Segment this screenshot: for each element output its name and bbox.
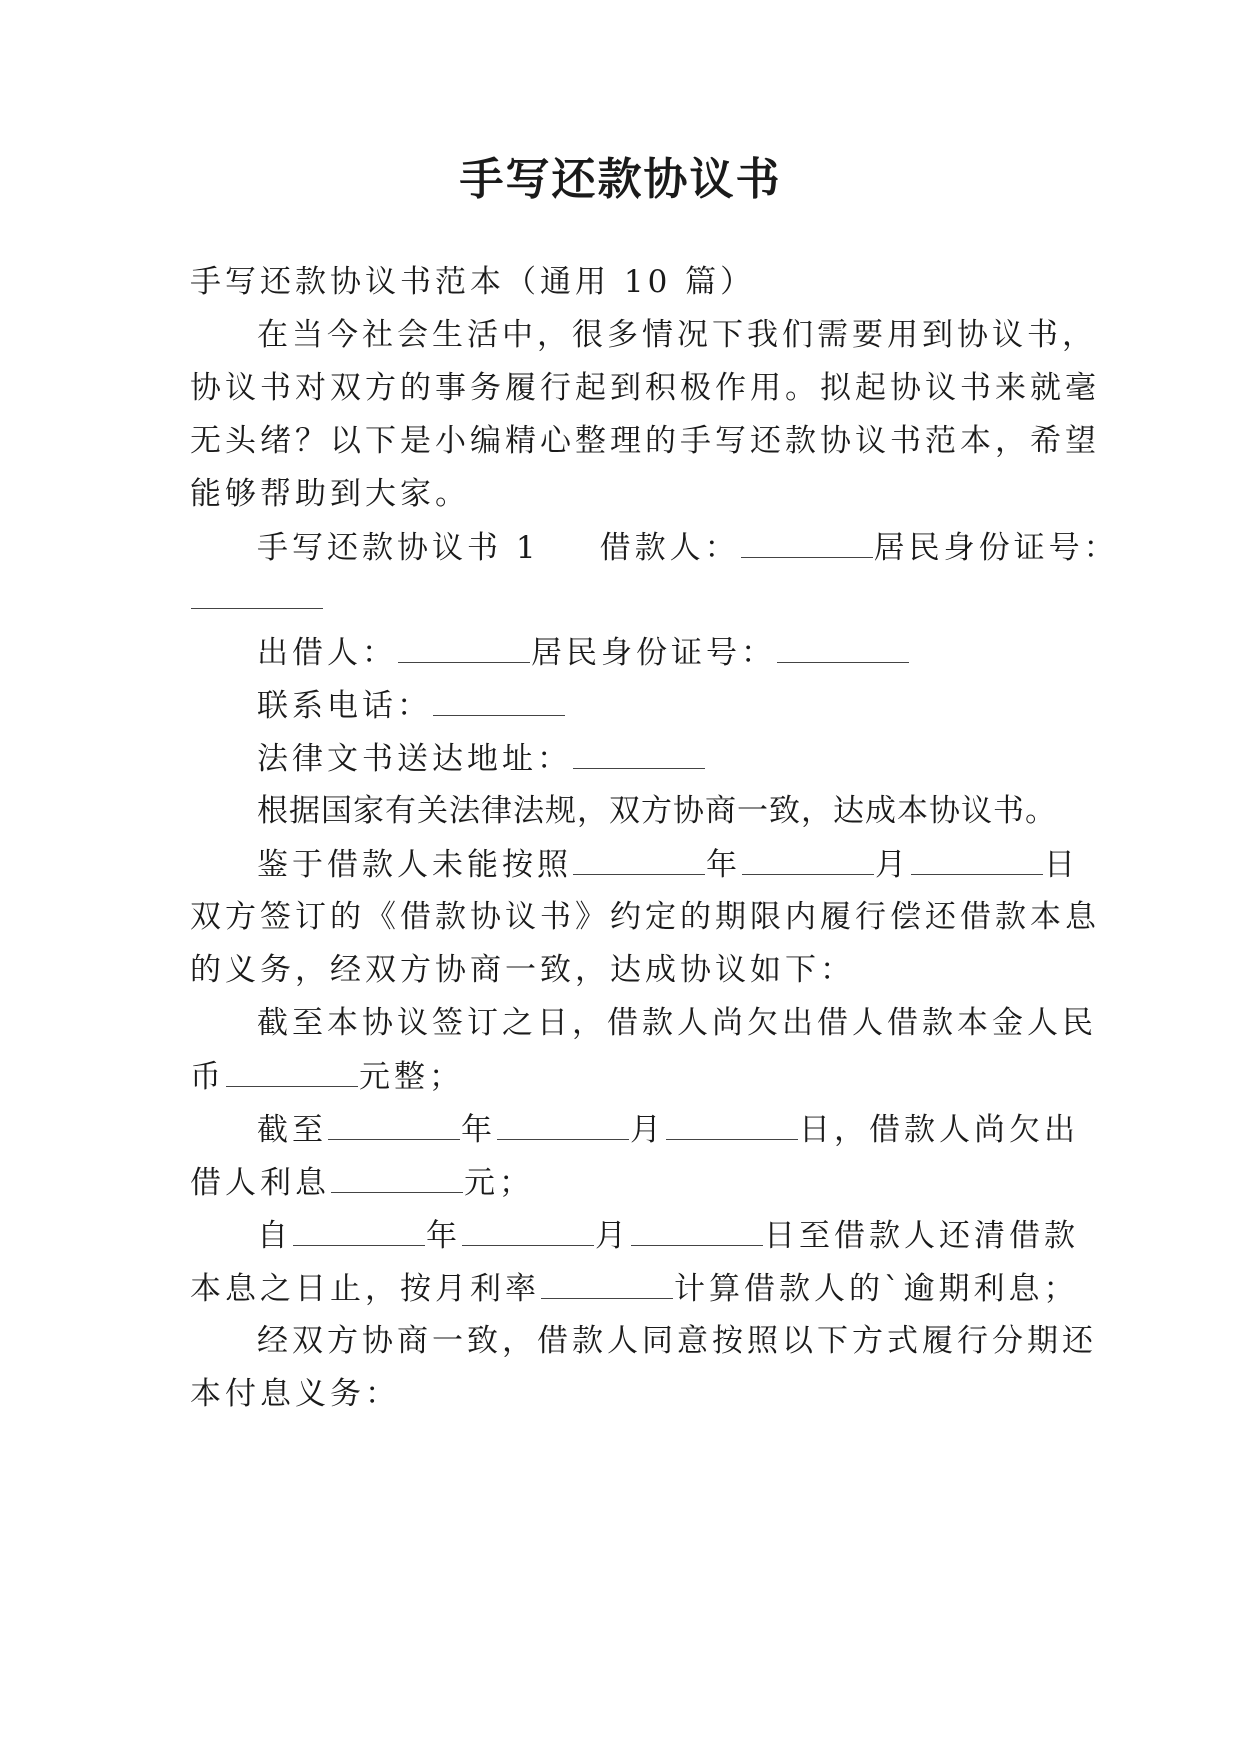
whereas-line-2: 双方签订的《借款协议书》约定的期限内履行偿还借款本息 xyxy=(190,899,1100,935)
whereas-year-blank xyxy=(573,844,705,875)
clause3-year: 年 xyxy=(426,1218,461,1254)
intro-line-1: 在当今社会生活中，很多情况下我们需要用到协议书， xyxy=(257,317,1097,353)
section1-heading: 手写还款协议书 1 xyxy=(257,530,540,566)
borrower-label: 借款人： xyxy=(599,530,740,566)
whereas-prefix: 鉴于借款人未能按照 xyxy=(257,847,572,883)
whereas-line-3: 的义务，经双方协商一致，达成协议如下： xyxy=(190,952,855,988)
clause3-day-blank xyxy=(631,1215,763,1246)
phone-label: 联系电话： xyxy=(257,688,432,724)
clause3-prefix: 自 xyxy=(257,1218,292,1254)
clause3-rate-blank xyxy=(541,1268,673,1299)
lender-blank xyxy=(398,632,530,663)
clause3-l2-prefix: 本息之日止，按月利率 xyxy=(190,1271,540,1307)
whereas-day-blank xyxy=(911,844,1043,875)
phone-line xyxy=(257,685,566,726)
basis-line: 根据国家有关法律法规，双方协商一致，达成本协议书。 xyxy=(257,793,1057,829)
intro-line-3: 无头绪？以下是小编精心整理的手写还款协议书范本，希望 xyxy=(190,423,1100,459)
address-blank xyxy=(573,738,705,769)
clause2-l2-prefix: 借人利息 xyxy=(190,1165,330,1201)
borrower-id-line xyxy=(190,578,324,619)
clause2-month-blank xyxy=(497,1109,629,1140)
clause2-day-suffix: 日，借款人尚欠出 xyxy=(799,1112,1079,1148)
whereas-year: 年 xyxy=(706,847,741,883)
clause2-line-1 xyxy=(257,1109,1079,1150)
address-label: 法律文书送达地址： xyxy=(257,741,572,777)
clause3-day-suffix: 日至借款人还清借款 xyxy=(764,1218,1079,1254)
intro-line-2: 协议书对双方的事务履行起到积极作用。拟起协议书来就毫 xyxy=(190,370,1100,406)
clause1-amount-blank xyxy=(226,1056,358,1087)
section1-line xyxy=(257,527,1119,568)
clause2-prefix: 截至 xyxy=(257,1112,327,1148)
clause3-month: 月 xyxy=(595,1218,630,1254)
whereas-month: 月 xyxy=(875,847,910,883)
borrower-id-blank xyxy=(191,578,323,609)
clause2-l2-suffix: 元； xyxy=(464,1165,534,1201)
borrower-id-label: 居民身份证号： xyxy=(873,530,1119,566)
address-line xyxy=(257,738,706,779)
clause3-line-2 xyxy=(190,1268,1079,1309)
clause4-line-1: 经双方协商一致，借款人同意按照以下方式履行分期还 xyxy=(257,1323,1097,1359)
clause2-day-blank xyxy=(666,1109,798,1140)
lender-id-blank xyxy=(777,632,909,663)
clause3-line-1 xyxy=(257,1215,1079,1256)
whereas-line-1 xyxy=(257,844,1079,885)
clause2-month: 月 xyxy=(630,1112,665,1148)
clause4-line-2: 本付息义务： xyxy=(190,1376,400,1412)
clause3-year-blank xyxy=(293,1215,425,1246)
clause1-line-2 xyxy=(190,1056,464,1097)
clause1-line-1: 截至本协议签订之日，借款人尚欠出借人借款本金人民 xyxy=(257,1005,1097,1041)
clause2-year: 年 xyxy=(461,1112,496,1148)
clause2-line-2 xyxy=(190,1162,534,1203)
borrower-blank xyxy=(741,527,873,558)
lender-id-label: 居民身份证号： xyxy=(531,635,776,671)
intro-line-4: 能够帮助到大家。 xyxy=(190,476,470,512)
clause1-prefix: 币 xyxy=(190,1059,225,1095)
clause2-interest-blank xyxy=(331,1162,463,1193)
phone-blank xyxy=(433,685,565,716)
clause3-month-blank xyxy=(462,1215,594,1246)
clause1-suffix: 元整； xyxy=(359,1059,464,1095)
document-title: 手写还款协议书 xyxy=(459,154,782,205)
clause3-l2-suffix: 计算借款人的`逾期利息； xyxy=(674,1271,1079,1307)
lender-line xyxy=(257,632,910,673)
whereas-day: 日 xyxy=(1044,847,1079,883)
subtitle: 手写还款协议书范本（通用 10 篇） xyxy=(190,264,756,300)
clause2-year-blank xyxy=(328,1109,460,1140)
whereas-month-blank xyxy=(742,844,874,875)
lender-label: 出借人： xyxy=(257,635,397,671)
